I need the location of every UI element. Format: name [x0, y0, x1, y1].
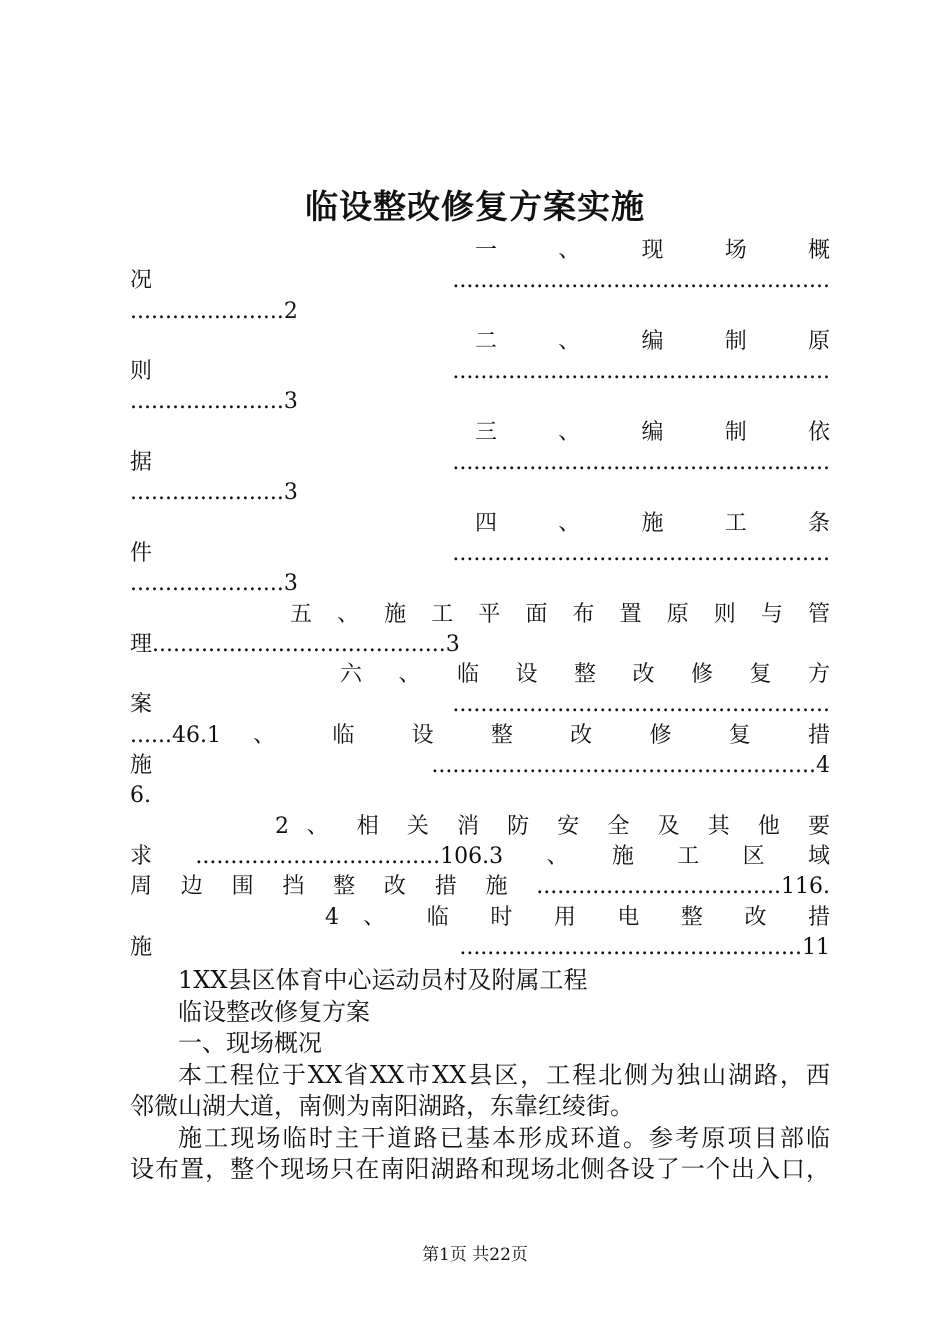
paragraph-line: 邻微山湖大道，南侧为南阳湖路，东靠红绫街。	[130, 1092, 634, 1120]
toc-line: 求...................................106.3、施工区域	[130, 843, 830, 869]
toc-line: ......................3	[130, 389, 298, 415]
paragraph-line: 设布置，整个现场只在南阳湖路和现场北侧各设了一个出入口，	[130, 1155, 830, 1183]
toc-line: ......................3	[130, 480, 298, 506]
toc-line: 件......................................................	[130, 540, 830, 566]
document-title: 临设整改修复方案实施	[305, 187, 645, 226]
toc-line: ......46.1 、 临 设 整 改 修 复 措	[130, 722, 830, 748]
toc-line: 施.................................................11	[130, 934, 830, 960]
toc-line: 6.	[130, 783, 151, 809]
toc-line: 一 、 现 场 概	[475, 238, 830, 263]
toc-line: 况......................................................	[130, 268, 830, 294]
paragraph-line: 本工程位于XX省XX市XX县区，工程北侧为独山湖路，西	[178, 1060, 830, 1089]
toc-line: 二 、 编 制 原	[475, 328, 830, 354]
project-name: 1XX县区体育中心运动员村及附属工程	[178, 966, 588, 994]
toc-line: 则......................................................	[130, 359, 830, 385]
toc-line: 据......................................................	[130, 450, 830, 476]
plan-title: 临设整改修复方案	[178, 997, 370, 1026]
toc-line: 四 、 施 工 条	[475, 510, 830, 536]
section-heading: 一、现场概况	[178, 1029, 322, 1057]
toc-line: 施.......................................................4	[130, 753, 830, 779]
document-body	[130, 965, 830, 1186]
toc-line: 理..........................................3	[130, 631, 460, 657]
toc-line: 2 、 相 关 消 防 安 全 及 其 他 要	[275, 813, 830, 839]
paragraph-line: 施工现场临时主干道路已基本形成环道。参考原项目部临	[178, 1123, 830, 1152]
toc-line: 周边围挡整改措施...................................116.	[130, 874, 830, 900]
toc-line: 六 、 临 设 整 改 修 复 方	[340, 662, 830, 688]
toc-line: 案......................................................	[130, 692, 830, 718]
page-footer: 第1页 共22页	[422, 1245, 528, 1265]
table-of-contents	[130, 236, 830, 963]
toc-line: 4 、 临 时 用 电 整 改 措	[325, 904, 830, 930]
toc-line: 五 、 施 工 平 面 布 置 原 则 与 管	[290, 601, 830, 627]
toc-line: ......................2	[130, 298, 298, 324]
toc-line: ......................3	[130, 571, 298, 597]
toc-line: 三 、 编 制 依	[475, 419, 830, 445]
